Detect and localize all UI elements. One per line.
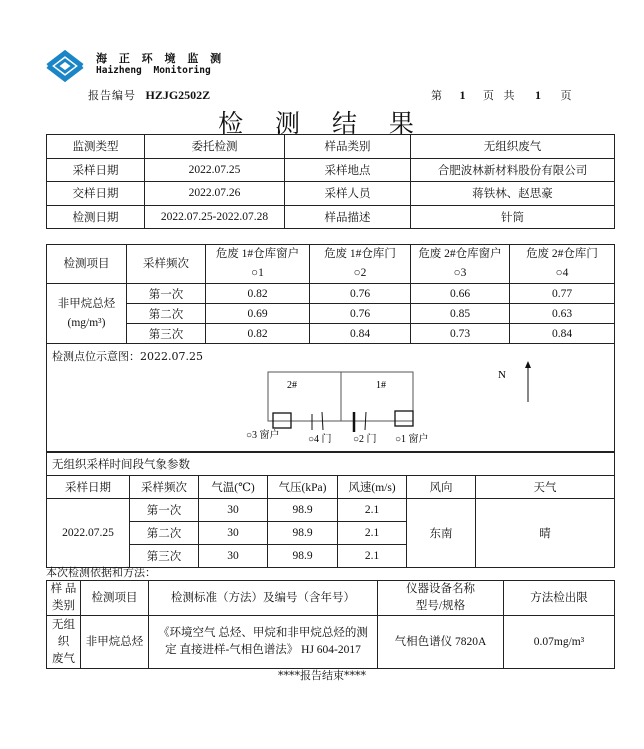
wind-speed-cell: 2.1 xyxy=(338,499,407,522)
table-row xyxy=(47,324,615,344)
info-value: 2022.07.26 xyxy=(145,182,285,206)
info-value: 蒋铁林、赵思豪 xyxy=(411,182,615,206)
point-name: 危废 2#仓库窗户 xyxy=(418,248,502,260)
point-code: ○1 xyxy=(251,267,264,279)
page-current: 1 xyxy=(459,88,466,102)
point-4-label: ○4 门 xyxy=(308,434,332,445)
temp-cell: 30 xyxy=(199,499,268,522)
page-suffix: 页 xyxy=(560,89,572,102)
column-header: 风向 xyxy=(407,476,476,499)
method-table xyxy=(46,580,615,669)
table-row xyxy=(47,182,615,206)
instrument-cell: 气相色谱仪 7820A xyxy=(378,616,504,669)
info-value: 无组织废气 xyxy=(411,135,615,159)
column-header: 方法检出限 xyxy=(504,581,615,616)
column-header: 采样频次 xyxy=(130,476,199,499)
value-cell: 0.82 xyxy=(206,284,310,304)
building-2-label: 2# xyxy=(287,380,297,391)
item-name: 非甲烷总烃 xyxy=(57,297,116,310)
value-cell: 0.69 xyxy=(206,304,310,324)
value-cell: 0.82 xyxy=(206,324,310,344)
info-label: 监测类型 xyxy=(47,135,145,159)
value-cell: 0.85 xyxy=(411,304,510,324)
category-cell: 无组 织 废气 xyxy=(47,616,81,669)
table-row xyxy=(47,158,615,182)
value-cell: 0.73 xyxy=(411,324,510,344)
weather-table xyxy=(46,452,615,568)
value-cell: 0.84 xyxy=(510,324,615,344)
section-title-row xyxy=(47,453,615,476)
freq-cell: 第一次 xyxy=(127,284,206,304)
table-row xyxy=(47,284,615,304)
info-value: 2022.07.25-2022.07.28 xyxy=(145,205,285,229)
value-cell: 0.77 xyxy=(510,284,615,304)
table-row xyxy=(47,499,615,522)
item-cell: 非甲烷总烃 xyxy=(81,616,149,669)
point-3-label: ○3 窗户 xyxy=(246,430,280,441)
north-arrowhead-icon xyxy=(525,361,531,368)
pressure-cell: 98.9 xyxy=(268,499,338,522)
column-header: 样 品 类别 xyxy=(47,581,81,616)
point-name: 危废 1#仓库门 xyxy=(324,248,396,260)
value-cell: 0.66 xyxy=(411,284,510,304)
weather-cell: 晴 xyxy=(476,499,615,568)
info-value: 2022.07.25 xyxy=(145,158,285,182)
info-label: 样品描述 xyxy=(285,205,411,229)
door-4-marker xyxy=(322,412,323,430)
freq-cell: 第一次 xyxy=(130,499,199,522)
results-table xyxy=(46,244,615,344)
page-title: 检 测 结 果 xyxy=(218,109,426,138)
freq-cell: 第二次 xyxy=(130,522,199,545)
value-cell: 0.76 xyxy=(310,284,411,304)
column-header: 天气 xyxy=(476,476,615,499)
table-header-row xyxy=(47,245,615,284)
column-header: 仪器设备名称 型号/规格 xyxy=(378,581,504,616)
table-row xyxy=(47,135,615,159)
page-total: 1 xyxy=(535,88,541,102)
table-header-row xyxy=(47,581,615,616)
freq-cell: 第三次 xyxy=(130,545,199,568)
report-end-mark: ****报告结束**** xyxy=(278,669,366,682)
value-cell: 0.84 xyxy=(310,324,411,344)
map-label: 检测点位示意图：2022.07.25 xyxy=(52,350,203,363)
point-1-label: ○1 窗户 xyxy=(395,434,429,445)
item-cell xyxy=(47,284,127,344)
window-1-marker xyxy=(395,411,413,426)
pressure-cell: 98.9 xyxy=(268,545,338,568)
point-code: ○3 xyxy=(453,267,467,279)
column-header: 检测项目 xyxy=(47,245,127,284)
point-code: ○2 xyxy=(353,267,367,279)
column-header-point xyxy=(510,245,615,284)
wind-speed-cell: 2.1 xyxy=(338,522,407,545)
table-row xyxy=(47,304,615,324)
weather-section-title: 无组织采样时间段气象参数 xyxy=(47,453,615,476)
column-header: 检测项目 xyxy=(81,581,149,616)
report-number xyxy=(88,87,210,103)
brand-name-en: Haizheng Monitoring xyxy=(96,65,211,76)
door-2-marker xyxy=(365,412,366,430)
freq-cell: 第三次 xyxy=(127,324,206,344)
table-header-row xyxy=(47,476,615,499)
page-prefix: 第 xyxy=(431,89,442,102)
item-unit: (mg/m³) xyxy=(67,316,106,329)
column-header: 采样日期 xyxy=(47,476,130,499)
value-cell: 0.63 xyxy=(510,304,615,324)
standard-cell: 《环境空气 总烃、甲烷和非甲烷总烃的测定 直接进样-气相色谱法》 HJ 604-2017 xyxy=(149,616,378,669)
page-mid: 页 共 xyxy=(483,89,518,102)
info-value: 委托检测 xyxy=(145,135,285,159)
method-basis-label: 本次检测依据和方法： xyxy=(46,566,156,579)
pressure-cell: 98.9 xyxy=(268,522,338,545)
info-label: 采样日期 xyxy=(47,158,145,182)
info-label: 采样人员 xyxy=(285,182,411,206)
column-header: 气压(kPa) xyxy=(268,476,338,499)
sample-info-table xyxy=(46,134,615,229)
temp-cell: 30 xyxy=(199,522,268,545)
north-label: N xyxy=(498,369,506,381)
point-code: ○4 xyxy=(555,267,569,279)
date-cell: 2022.07.25 xyxy=(47,499,130,568)
value-cell: 0.76 xyxy=(310,304,411,324)
sampling-point-diagram xyxy=(230,360,550,452)
column-header-point xyxy=(206,245,310,284)
point-2-label: ○2 门 xyxy=(353,434,377,445)
wind-speed-cell: 2.1 xyxy=(338,545,407,568)
freq-cell: 第二次 xyxy=(127,304,206,324)
info-label: 检测日期 xyxy=(47,205,145,229)
column-header: 风速(m/s) xyxy=(338,476,407,499)
table-row xyxy=(47,205,615,229)
report-number-label: 报告编号 xyxy=(88,89,136,102)
column-header: 采样频次 xyxy=(127,245,206,284)
column-header-point xyxy=(310,245,411,284)
column-header-point xyxy=(411,245,510,284)
brand-name-cn: 海 正 环 境 监 测 xyxy=(96,52,226,65)
info-value: 针筒 xyxy=(411,205,615,229)
column-header: 气温(℃) xyxy=(199,476,268,499)
point-name: 危废 2#仓库门 xyxy=(526,248,598,260)
info-value: 合肥波林新材料股份有限公司 xyxy=(411,158,615,182)
page-indicator xyxy=(431,87,572,103)
company-logo-icon xyxy=(44,50,86,82)
detection-limit-cell: 0.07mg/m³ xyxy=(504,616,615,669)
info-label: 采样地点 xyxy=(285,158,411,182)
point-name: 危废 1#仓库窗户 xyxy=(215,248,300,260)
info-label: 交样日期 xyxy=(47,182,145,206)
wind-direction-cell: 东南 xyxy=(407,499,476,568)
info-label: 样品类别 xyxy=(285,135,411,159)
building-1-label: 1# xyxy=(376,380,386,391)
temp-cell: 30 xyxy=(199,545,268,568)
column-header: 检测标准（方法）及编号（含年号） xyxy=(149,581,378,616)
table-row xyxy=(47,616,615,669)
report-number-value: HZJG2502Z xyxy=(145,88,211,102)
